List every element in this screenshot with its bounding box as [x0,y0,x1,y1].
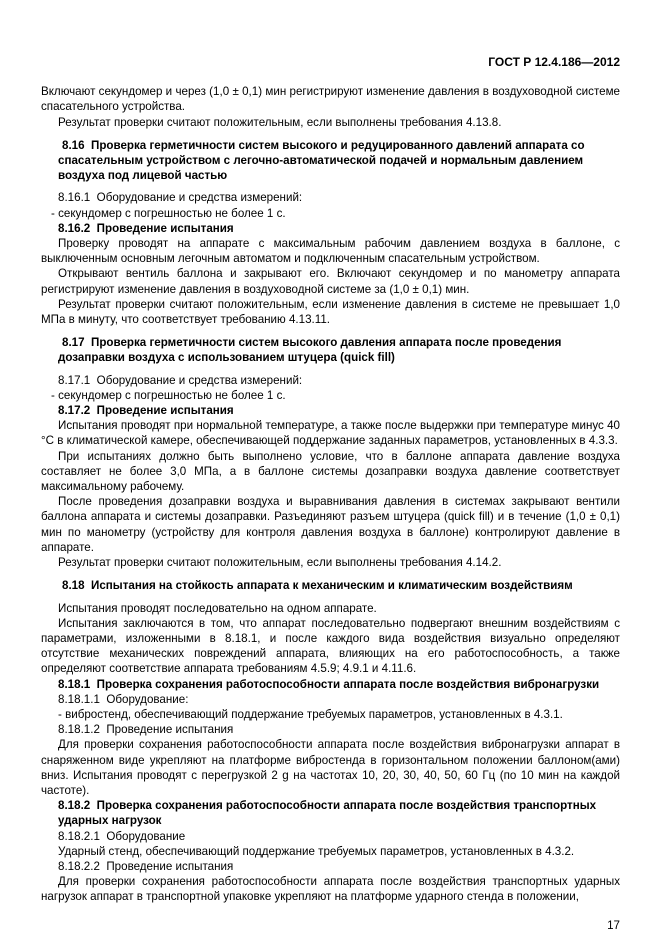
item-8-18-1-1: 8.18.1.1 Оборудование: [58,692,189,706]
item-8-17-1: 8.17.1 Оборудование и средства измерений: [58,373,303,387]
paragraph-vibration-procedure: Для проверки сохранения работоспособности аппарата после воздействия вибронагрузки аппарат в снаряженном виде укрепляют на платформе вибростенда в горизонтальном положении баллоном(ами) вниз. Испытания проводят с перегрузкой 2 g на частотах 10, 20, 30, 40, 50, 60 Гц (по 10 мин на каждой частоте). [41,738,620,797]
item-8-18-2-1: 8.18.2.1 Оборудование [58,829,186,843]
list-item-vibration-stand: - вибростенд, обеспечивающий поддержание требуемых параметров, установленных в 4.3.1. [58,707,563,721]
item-8-18-2-2: 8.18.2.2 Проведение испытания [58,859,234,873]
heading-8-18: 8.18 Испытания на стойкость аппарата к механическим и климатическим воздействиям [62,579,573,593]
heading-8-18-2: 8.18.2 Проверка сохранения работоспособности аппарата после воздействия транспортных ударных нагрузок [58,799,597,828]
paragraph-transport-procedure: Для проверки сохранения работоспособности аппарата после воздействия транспортных ударных нагрузок аппарат в транспортной упаковке укрепляют на платформе ударного стенда в положении, [41,875,620,904]
paragraph-valve-procedure: Открывают вентиль баллона и закрывают его. Включают секундомер и по манометру аппарата регистрируют изменение давления в воздуховодной системе за (1,0 ± 0,1) мин. [41,267,620,296]
paragraph-test-setup: Проверку проводят на аппарате с максимальным рабочим давлением воздуха в баллоне, с выключенным основным легочным автоматом и подключенным спасательным устройством. [41,237,620,266]
page-number: 17 [607,918,620,932]
paragraph-temperature-test: Испытания проводят при нормальной температуре, а также после выдержки при температуре минус 40 °С в климатической камере, обеспечивающей поддержание заданных параметров, установленных в 4.3.3. [41,419,620,448]
standard-number-header: ГОСТ Р 12.4.186—2012 [488,55,620,69]
heading-8-18-1: 8.18.1 Проверка сохранения работоспособности аппарата после воздействия вибронагрузки [58,677,600,691]
paragraph-result-4-13-11: Результат проверки считают положительным, если изменение давления в системе не превышает 1,0 МПа в минуту, что соответствует требованию 4.13.11. [41,297,620,327]
paragraph-pressure-condition: При испытаниях должно быть выполнено условие, что в баллоне аппарата давление воздуха составляет не более 3,0 МПа, а в баллоне системы дозаправки воздуха давление соответствует максимальному рабочему. [41,449,620,494]
paragraph-impact-stand: Ударный стенд, обеспечивающий поддержание требуемых параметров, установленных в 4.3.2. [58,844,575,858]
paragraph-continuation: Включают секундомер и через (1,0 ± 0,1) мин регистрируют изменение давления в воздуховодной системе спасательного устройства. [41,85,620,114]
list-item-stopwatch: - секундомер с погрешностью не более 1 с. [51,206,286,220]
item-8-18-1-2: 8.18.1.2 Проведение испытания [58,723,234,737]
heading-8-17-2: 8.17.2 Проведение испытания [58,404,234,418]
item-8-16-1: 8.16.1 Оборудование и средства измерений: [58,191,303,205]
paragraph-external-impacts: Испытания заключаются в том, что аппарат последовательно подвергают внешним воздействиям с параметрами, изложенными в 8.18.1, и после каждого вида воздействия визуально определяют отсутствие механических повреждений аппарата, влияющих на его работоспособность, а также определяют соответствие аппарата требованиям 4.5.9; 4.9.1 и 4.11.6. [41,616,620,676]
list-item-stopwatch-2: - секундомер с погрешностью не более 1 с. [51,388,286,402]
heading-8-16-2: 8.16.2 Проведение испытания [58,221,234,235]
paragraph-result-4-13-8: Результат проверки считают положительным, если выполнены требования 4.13.8. [58,115,502,129]
heading-8-17: 8.17 Проверка герметичности систем высокого давления аппарата после проведения дозаправки воздуха с использованием штуцера (quick fill) [58,336,562,365]
paragraph-quick-fill-procedure: После проведения дозаправки воздуха и выравнивания давления в системах закрывают вентили баллона аппарата и системы дозаправки. Разъединяют разъем штуцера (quick fill) и в течение (1,0 ± 0,1) мин по манометру (устройству для контроля давления воздуха в баллоне) контролируют давление в аппарате. [41,495,620,554]
paragraph-sequential-tests: Испытания проводят последовательно на одном аппарате. [58,601,377,615]
paragraph-result-4-14-2: Результат проверки считают положительным, если выполнены требования 4.14.2. [58,556,502,570]
page-content [41,55,620,933]
heading-8-16: 8.16 Проверка герметичности систем высокого и редуцированного давлений аппарата со спасательным устройством с легочно-автоматической подачей и нормальным давлением воздуха под лицевой частью [58,138,585,183]
